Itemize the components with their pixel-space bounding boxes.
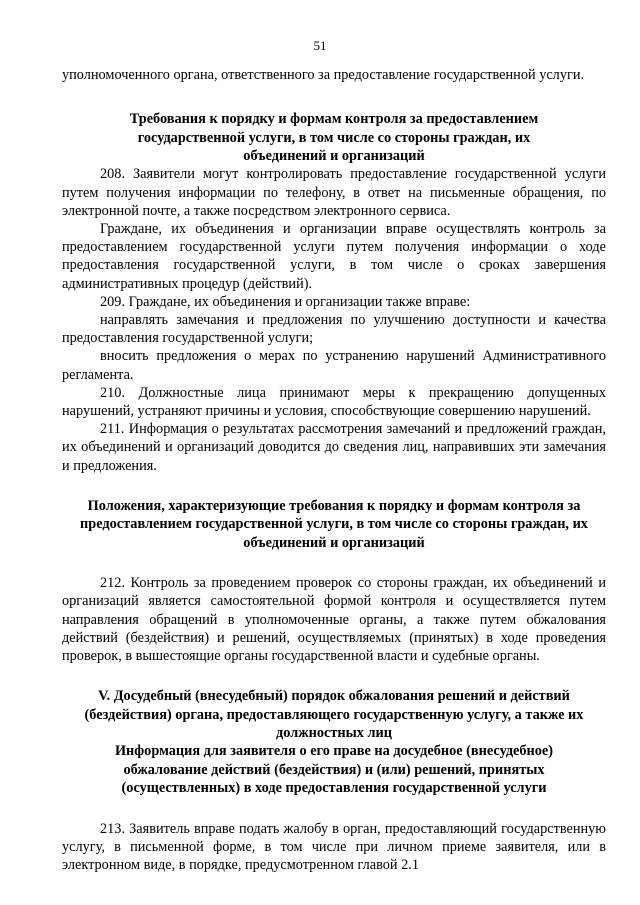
paragraph-213: 213. Заявитель вправе подать жалобу в орган, предоставляющий государственную услугу, в письменной форме, в том числе при личном приеме заявителя, или в электронном виде, в порядке, предусмотренном главой 2.1 — [62, 820, 606, 873]
section-heading-appeal-info: Информация для заявителя о его праве на досудебное (внесудебное) обжалование действий (бездействия) и (или) решений, принятых (осуществленных) в ходе предоставления государственной услуги — [114, 743, 554, 797]
chapter-heading-v: V. Досудебный (внесудебный) порядок обжалования решений и действий (бездействия) органа, предоставляющего государственную услугу, а также их должностных лиц — [84, 688, 584, 741]
paragraph-209: 209. Граждане, их объединения и организации также вправе: — [100, 293, 471, 310]
paragraph-211: 211. Информация о результатах рассмотрения замечаний и предложений граждан, их объединений и организаций доводится до сведения лиц, направивших эти замечания и предложения. — [62, 421, 606, 474]
section-heading-provisions: Положения, характеризующие требования к порядку и формам контроля за предоставлением государственной услуги, в том числе со стороны граждан, их объединений и организаций — [80, 497, 588, 551]
paragraph-210: 210. Должностные лица принимают меры к прекращению допущенных нарушений, устраняют причины и условия, способствующие совершению нарушений. — [62, 384, 606, 420]
section-heading-control: Требования к порядку и формам контроля за предоставлением государственной услуги, в том числе со стороны граждан, их объединений и организаций — [129, 111, 539, 165]
paragraph-212: 212. Контроль за проведением проверок со стороны граждан, их объединений и организаций является самостоятельной формой контроля и осуществляется путем направления обращений в уполномоченные органы, а также путем обжалования действий (бездействия) и решений, осуществляемых (принятых) в ходе проведения проверок, в вышестоящие органы государственной власти и судебные органы. — [62, 575, 606, 664]
page-number: 51 — [313, 38, 327, 53]
paragraph-209-item-1: направлять замечания и предложения по улучшению доступности и качества предоставления государственной услуги; — [62, 312, 606, 347]
paragraph-citizens-control: Граждане, их объединения и организации вправе осуществлять контроль за предоставлением государственной услуги путем получения информации о ходе предоставления государственной услуги, в том числе о сроках завершения административных процедур (действий). — [62, 221, 606, 292]
paragraph-209-item-2: вносить предложения о мерах по устранению нарушений Административного регламента. — [62, 348, 606, 383]
paragraph-208: 208. Заявители могут контролировать предоставление государственной услуги путем получения информации по телефону, в ответ на письменные обращения, по электронной почте, а также посредством электронного сервиса. — [62, 166, 606, 219]
page-content — [62, 66, 606, 874]
intro-paragraph: уполномоченного органа, ответственного за предоставление государственной услуги. — [62, 67, 585, 83]
